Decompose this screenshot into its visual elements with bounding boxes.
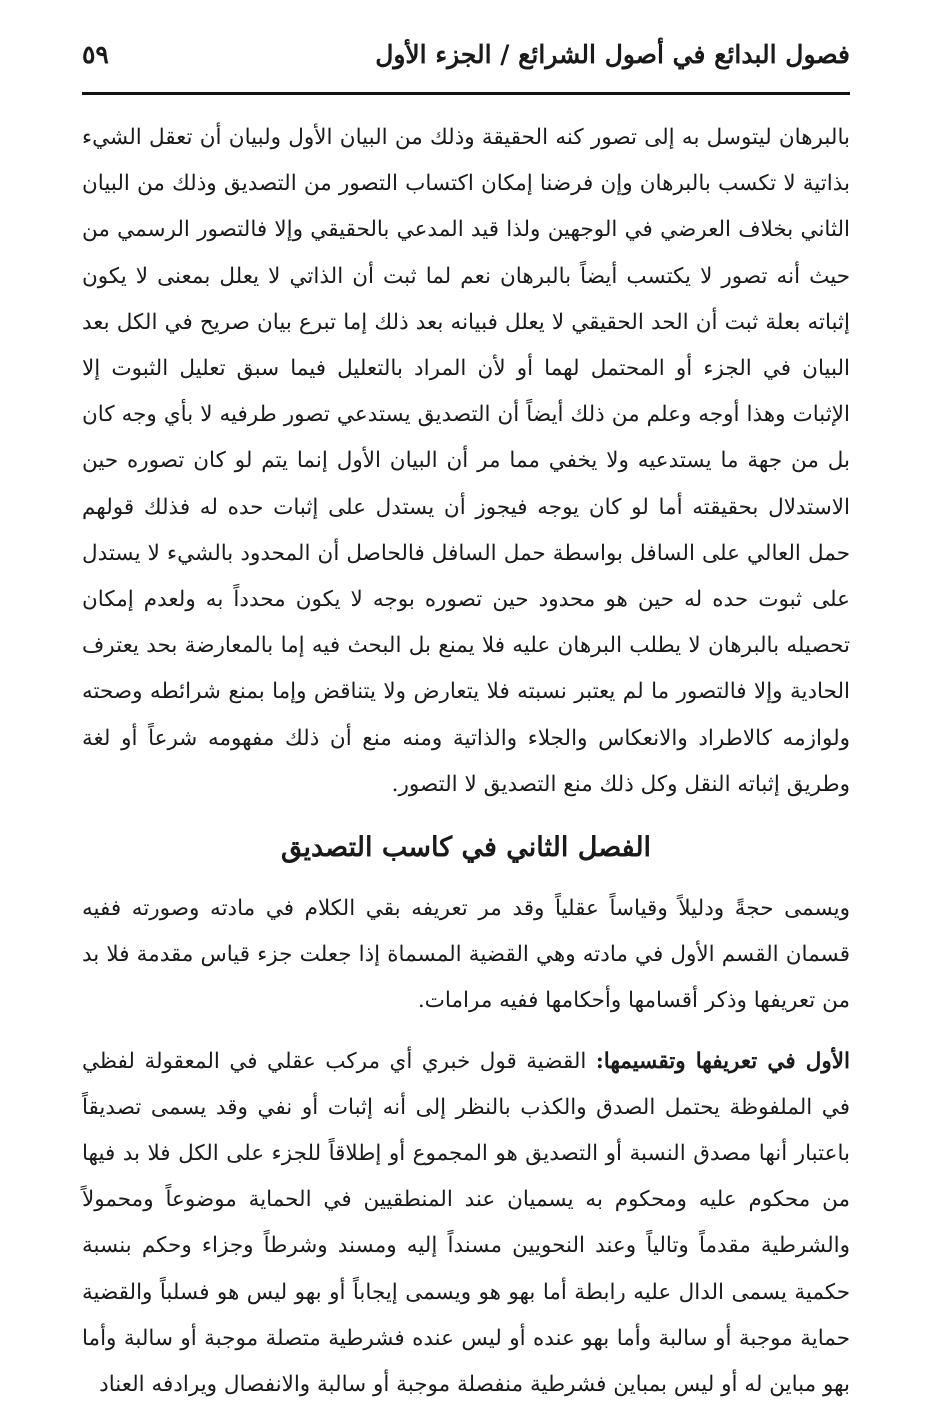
paragraph-qadiyya [82,1039,850,1408]
page-number: ٥٩ [82,40,109,69]
paragraph-body: القضية قول خبري أي مركب عقلي في المعقولة لفظي في الملفوظة يحتمل الصدق والكذب بالنظر إلى أنه إثبات أو نفي وقد يسمى تصديقاً باعتبار أنها مصدق النسبة أو التصديق هو المجموع أو إطلاقاً للجزء على الكل فلا بد فيها من محكوم عليه ومحكوم به يسميان عند المنطقيين في الحماية موضوعاً ومحمولاً والشرطية مقدماً وتالياً وعند النحويين مسنداً إليه ومسند وشرطاً وجزاء وحكم بنسبة حكمية يسمى الدال عليه رابطة أما بهو هو ويسمى إيجاباً أو بهو ليس هو فسلباً والقضية حماية موجبة أو سالبة وأما بهو عنده أو ليس عنده فشرطية متصلة موجبة أو سالبة وأما بهو مباين له أو ليس بمباين فشرطية منفصلة موجبة أو سالبة والانفصال ويرادفه العناد [82,1048,850,1398]
header-title: فصول البدائع في أصول الشرائع / الجزء الأول [375,40,850,69]
paragraph-lead: الأول في تعريفها وتقسيمها: [595,1048,850,1074]
book-page [82,40,850,1408]
chapter-title: الفصل الثاني في كاسب التصديق [280,832,652,864]
paragraph-hujja: ويسمى حجةً ودليلاً وقياساً عقلياً وقد مر تعريفه بقي الكلام في مادته وصورته ففيه قسمان القسم الأول في مادته وهي القضية المسماة إذا جعلت جزء قياس مقدمة فلا بد من تعريفها وذكر أقسامها وأحكامها ففيه مرامات. [82,896,850,1014]
running-header [82,40,850,86]
paragraph-burhan: بالبرهان ليتوسل به إلى تصور كنه الحقيقة وذلك من البيان الأول ولبيان أن تعقل الشيء بذاتية لا تكسب بالبرهان وإن فرضنا إمكان اكتساب التصور من التصديق وذلك من البيان الثاني بخلاف العرضي في الوجهين ولذا قيد المدعي بالحقيقي وإلا فالتصور الرسمي من حيث أنه تصور لا يكتسب أيضاً بالبرهان نعم لما ثبت أن الذاتي لا يعلل بمعنى لا يكون إثباته بعلة ثبت أن الحد الحقيقي لا يعلل فبيانه بعد ذلك إما تبرع بيان صريح في الكل بعد البيان في الجزء أو المحتمل لهما أو لأن المراد بالتعليل فيما سبق تعليل الثبوت إلا الإثبات وهذا أوجه وعلم من ذلك أيضاً أن التصديق يستدعي تصور طرفيه لا بأي وجه كان بل من جهة ما يستدعيه ولا يخفي مما مر أن البيان الأول إنما يتم لو كان تصوره حين الاستدلال بحقيقته أما لو كان يوجه فيجوز أن يستدل على إثبات حده له فذلك قولهم حمل العالي على السافل بواسطة حمل السافل فالحاصل أن المحدود بالشيء لا يستدل على ثبوت حده له حين هو محدود حين تصوره بوجه لا يكون محدداً به ولعدم إمكان تحصيله بالبرهان لا يطلب البرهان عليه فلا يمنع بل البحث فيه إما بالمعارضة بحد يعترف الحادية وإلا فالتصور ما لم يعتبر نسبته فلا يتعارض ولا يتناقض وإما بمنع شرائطه وصحته ولوازمه كالاطراد والانعكاس والجلاء والذاتية ومنه منع أن ذلك مفهومه شرعاً أو لغة وطريق إثباته النقل وكل ذلك منع التصديق لا التصور. [82,125,850,797]
header-rule [82,92,850,95]
